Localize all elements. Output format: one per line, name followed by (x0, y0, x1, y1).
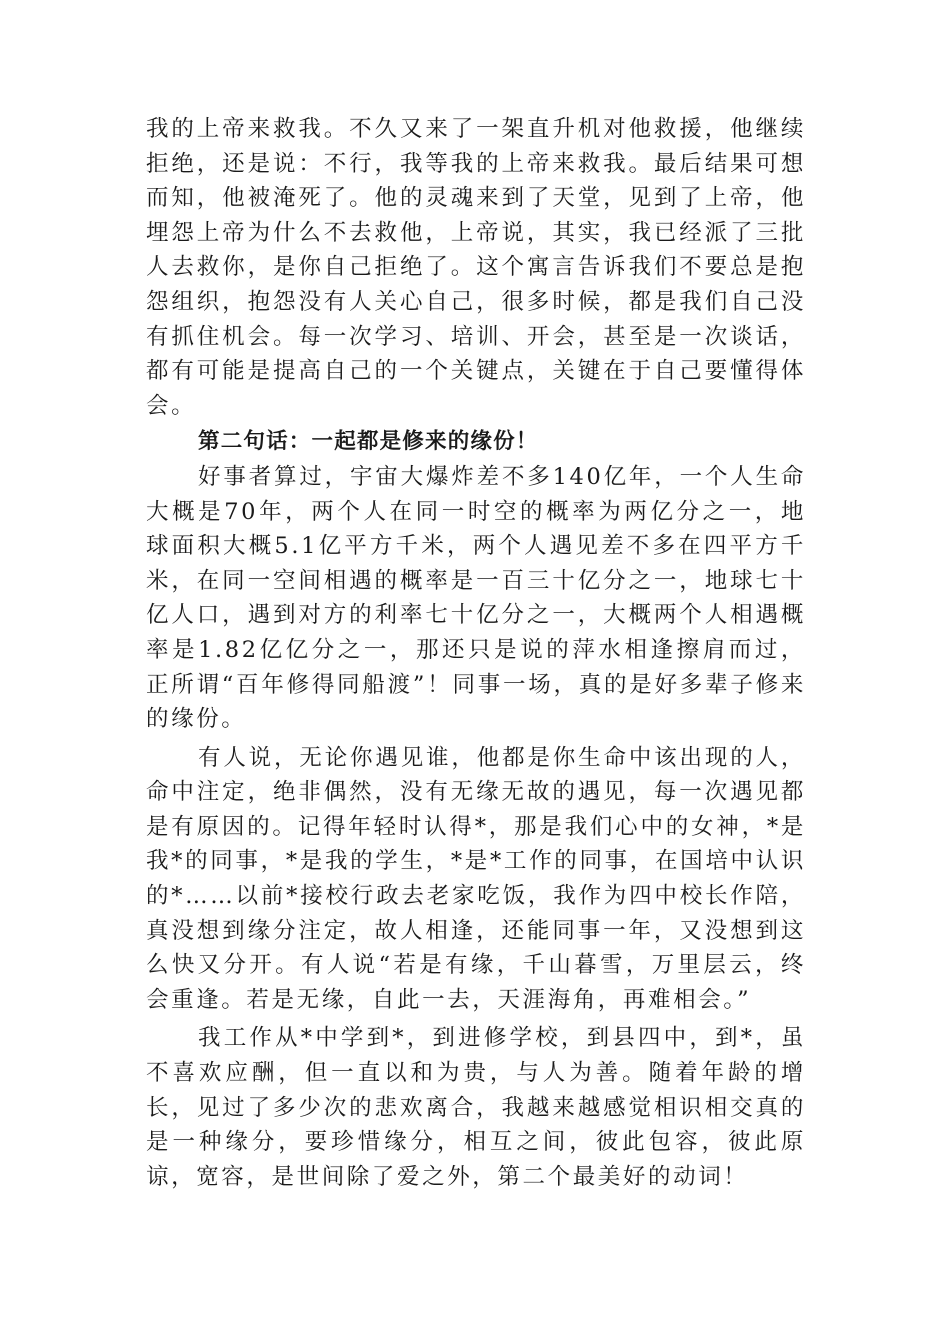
section-heading-second-saying: 第二句话：一起都是修来的缘份！ (198, 429, 539, 455)
paragraph-fate-meeting: 有人说，无论你遇见谁，他都是你生命中该出现的人，命中注定，绝非偶然，没有无缘无故的遇见，每一次遇见都是有原因的。记得年轻时认得*，那是我们心中的女神，*是我*的同事，*是我的学生，*是*工作的同事，在国培中认识的*……以前*接校行政去老家吃饭，我作为四中校长作陪，真没想到缘分注定，故人相逢，还能同事一年，又没想到这么快又分开。有人说“若是有缘，千山暮雪，万里层云，终会重逢。若是无缘，自此一去，天涯海角，再难相会。” (146, 744, 806, 1013)
paragraph-fable-conclusion: 我的上帝来救我。不久又来了一架直升机对他救援，他继续拒绝，还是说：不行，我等我的上帝来救我。最后结果可想而知，他被淹死了。他的灵魂来到了天堂，见到了上帝，他埋怨上帝为什么不去救他，上帝说，其实，我已经派了三批人去救你，是你自己拒绝了。这个寓言告诉我们不要总是抱怨组织，抱怨没有人关心自己，很多时候，都是我们自己没有抓住机会。每一次学习、培训、开会，甚至是一次谈话，都有可能是提高自己的一个关键点，关键在于自己要懂得体会。 (146, 116, 806, 419)
document-body (146, 112, 806, 1194)
paragraph-work-history: 我工作从*中学到*，到进修学校，到县四中，到*，虽不喜欢应酬，但一直以和为贵，与人为善。随着年龄的增长，见过了多少次的悲欢离合，我越来越感觉相识相交真的是一种缘分，要珍惜缘分，相互之间，彼此包容，彼此原谅，宽容，是世间除了爱之外，第二个最美好的动词！ (146, 1025, 806, 1190)
paragraph-probability: 好事者算过，宇宙大爆炸差不多140亿年，一个人生命大概是70年，两个人在同一时空的概率为两亿分之一，地球面积大概5.1亿平方千米，两个人遇见差不多在四平方千米，在同一空间相遇的概率是一百三十亿分之一，地球七十亿人口，遇到对方的利率七十亿分之一，大概两个人相遇概率是1.82亿亿分之一，那还只是说的萍水相逢擦肩而过，正所谓“百年修得同船渡”！同事一场，真的是好多辈子修来的缘份。 (146, 463, 806, 733)
